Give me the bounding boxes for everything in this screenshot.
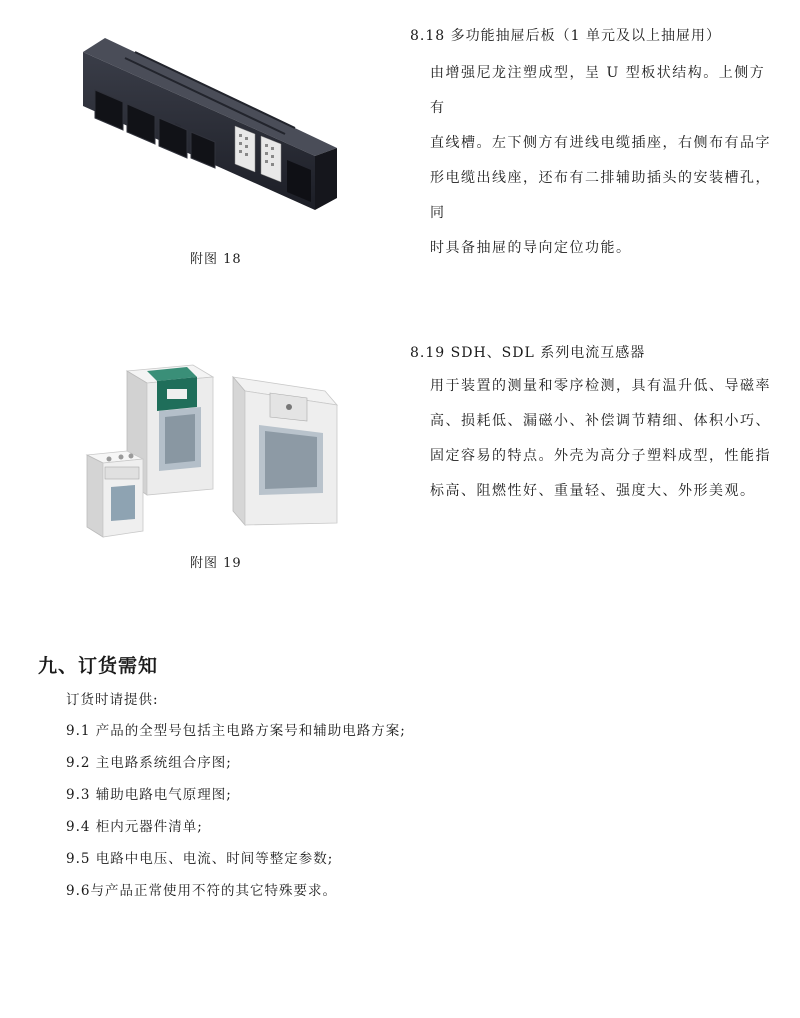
body-line: 用于装置的测量和零序检测，具有温升低、导磁率 (430, 378, 771, 394)
section-8-19-body (430, 369, 780, 509)
order-item: 9.5 电路中电压、电流、时间等整定参数; (66, 851, 334, 867)
order-item: 9.4 柜内元器件清单; (66, 819, 203, 835)
figure-18-caption: 附图 18 (190, 252, 242, 267)
figure-19-image (75, 355, 345, 545)
body-line: 直线槽。左下侧方有进线电缆插座，右侧布有品字 (430, 135, 771, 151)
order-item: 9.3 辅助电路电气原理图; (66, 787, 232, 803)
body-line: 形电缆出线座，还布有二排辅助插头的安装槽孔，同 (430, 170, 771, 221)
body-line: 固定容易的特点。外壳为高分子塑料成型，性能指 (430, 448, 771, 464)
order-intro: 订货时请提供: (66, 692, 159, 708)
body-line: 高、损耗低、漏磁小、补偿调节精细、体积小巧、 (430, 413, 771, 429)
section-8-18-heading: 8.18 多功能抽屉后板（1 单元及以上抽屉用） (410, 28, 721, 44)
order-item: 9.2 主电路系统组合序图; (66, 755, 232, 771)
figure-18-image (75, 30, 355, 220)
body-line: 由增强尼龙注塑成型，呈 U 型板状结构。上侧方有 (430, 65, 766, 116)
section-8-19-heading: 8.19 SDH、SDL 系列电流互感器 (410, 345, 646, 361)
figure-19-caption: 附图 19 (190, 556, 242, 571)
section-8-18-body (430, 56, 780, 266)
order-item: 9.6与产品正常使用不符的其它特殊要求。 (66, 883, 337, 899)
order-item: 9.1 产品的全型号包括主电路方案号和辅助电路方案; (66, 723, 406, 739)
body-line: 标高、阻燃性好、重量轻、强度大、外形美观。 (430, 483, 756, 499)
section-9-title: 九、订货需知 (38, 655, 159, 677)
body-line: 时具备抽屉的导向定位功能。 (430, 240, 632, 256)
